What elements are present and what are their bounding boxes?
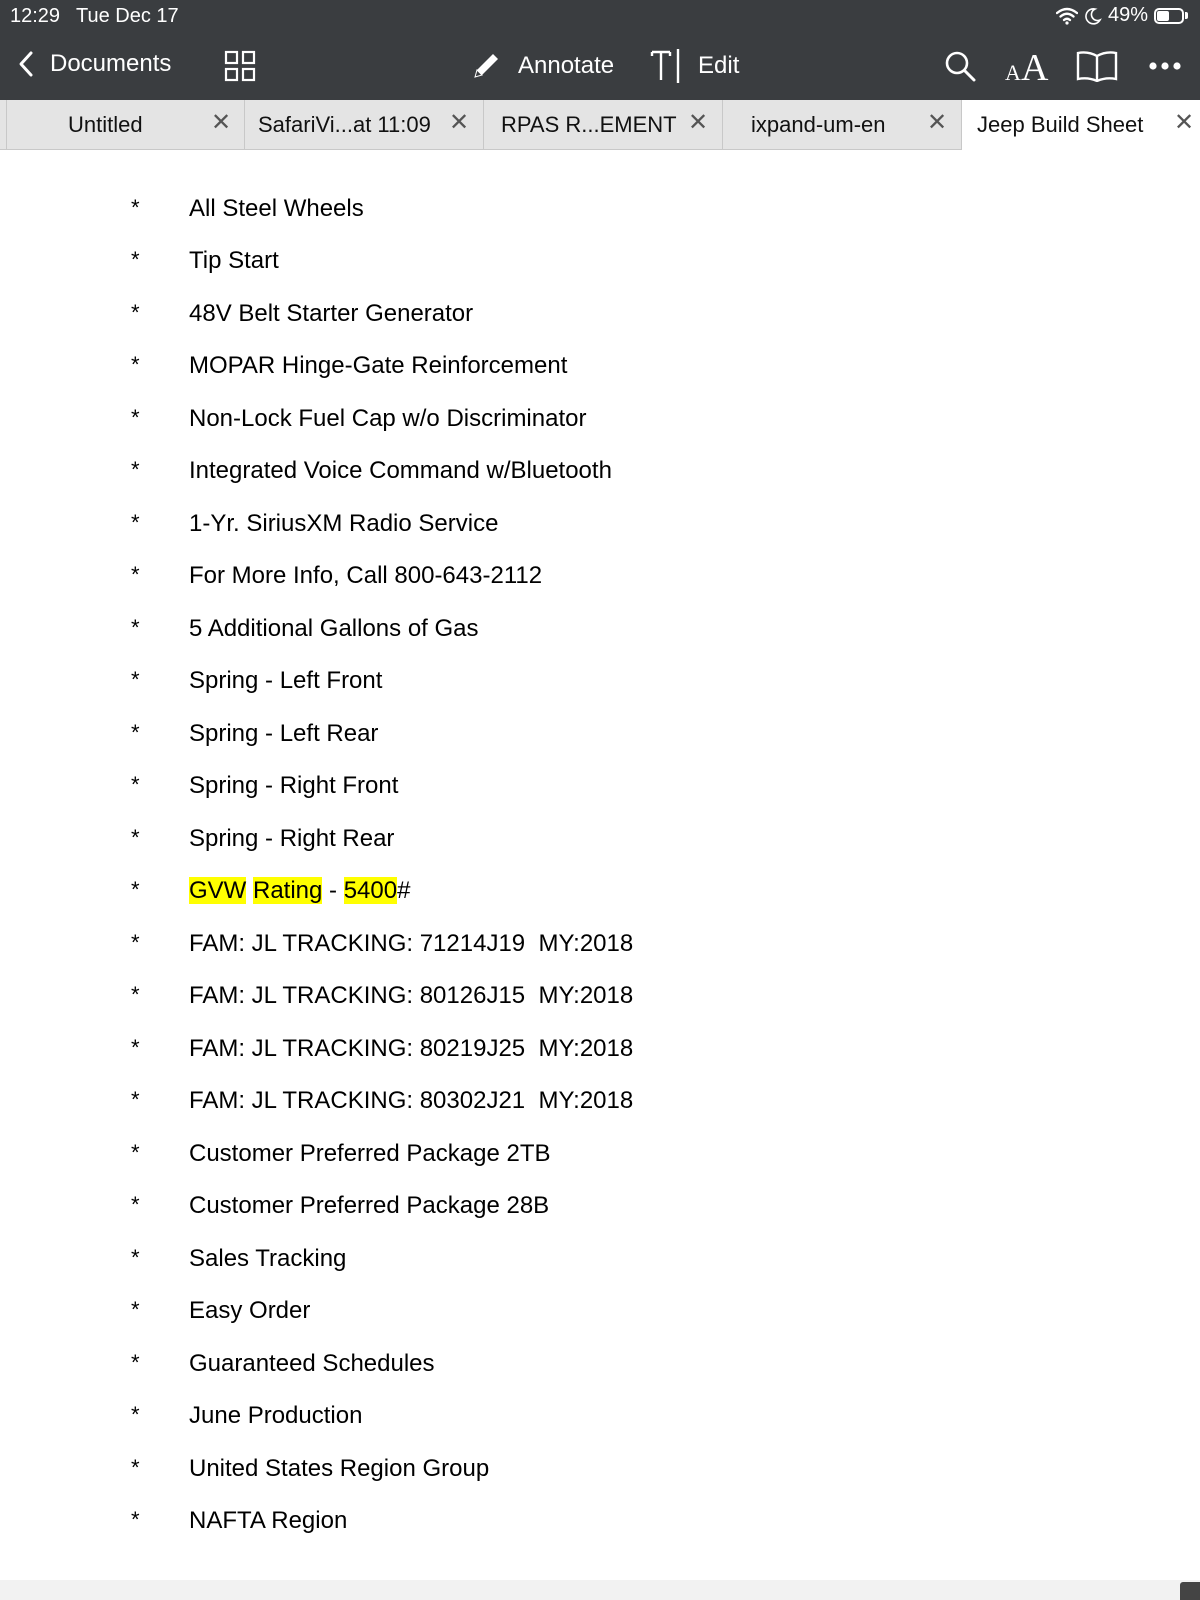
highlight-suffix: # xyxy=(397,877,411,904)
list-item-text: 1-Yr. SiriusXM Radio Service xyxy=(189,510,499,537)
tab-ixpand[interactable] xyxy=(722,100,961,149)
list-item-text: Easy Order xyxy=(189,1297,311,1324)
list-item-text: United States Region Group xyxy=(189,1455,490,1482)
pencil-icon xyxy=(470,50,502,82)
bullet: * xyxy=(131,1087,140,1112)
list-item-text: Spring - Left Front xyxy=(189,667,383,694)
bullet: * xyxy=(131,457,140,482)
search-icon xyxy=(944,50,976,82)
bottom-strip xyxy=(0,1580,1200,1600)
more-button[interactable] xyxy=(1148,60,1182,72)
list-item-text: FAM: JL TRACKING: 80219J25 MY:2018 xyxy=(189,1035,634,1062)
bullet: * xyxy=(131,1402,140,1427)
more-icon xyxy=(1148,60,1182,72)
list-item-text: Spring - Right Front xyxy=(189,772,399,799)
list-item-text: Spring - Right Rear xyxy=(189,825,395,852)
tab-bar xyxy=(0,100,1200,150)
bullet: * xyxy=(131,1455,140,1480)
tab-untitled[interactable] xyxy=(6,100,244,149)
tab-label: ixpand-um-en xyxy=(751,112,886,137)
status-date: Tue Dec 17 xyxy=(76,5,179,27)
battery-percentage: 49% xyxy=(1107,4,1148,26)
bullet: * xyxy=(131,1297,140,1322)
bullet: * xyxy=(131,825,140,850)
list-item-text: FAM: JL TRACKING: 71214J19 MY:2018 xyxy=(189,930,634,957)
highlight-mark: GVW xyxy=(189,877,247,904)
list-item-text: June Production xyxy=(189,1402,363,1429)
list-item-text: Tip Start xyxy=(189,247,279,274)
close-icon[interactable]: ✕ xyxy=(688,109,709,136)
bullet: * xyxy=(131,247,140,272)
grid-icon xyxy=(224,50,256,82)
wifi-icon xyxy=(1056,7,1078,25)
bullet: * xyxy=(131,1507,140,1532)
bullet: * xyxy=(131,667,140,692)
toolbar xyxy=(0,32,1200,100)
text-edit-icon xyxy=(650,48,682,84)
list-item-text: All Steel Wheels xyxy=(189,195,364,222)
highlighted-text xyxy=(189,877,410,905)
close-icon[interactable]: ✕ xyxy=(211,109,232,136)
tab-jeep-build-sheet[interactable] xyxy=(961,100,1200,150)
back-button-label: Documents xyxy=(50,50,172,77)
list-item-text: MOPAR Hinge-Gate Reinforcement xyxy=(189,352,568,379)
highlight-mark: Rating xyxy=(253,877,323,904)
bullet: * xyxy=(131,195,140,220)
status-indicators xyxy=(1056,4,1188,27)
battery-icon xyxy=(1154,8,1184,24)
list-item-text: Spring - Left Rear xyxy=(189,720,379,747)
tab-label: RPAS R...EMENT xyxy=(501,112,677,137)
text-size-button[interactable] xyxy=(1004,46,1052,86)
chevron-left-icon xyxy=(16,50,36,78)
close-icon[interactable]: ✕ xyxy=(449,109,470,136)
list-item-text: FAM: JL TRACKING: 80302J21 MY:2018 xyxy=(189,1087,634,1114)
bullet: * xyxy=(131,1140,140,1165)
bullet: * xyxy=(131,1035,140,1060)
close-icon[interactable]: ✕ xyxy=(927,109,948,136)
highlight-separator: - xyxy=(322,877,344,904)
bullet: * xyxy=(131,562,140,587)
back-button[interactable] xyxy=(16,50,171,78)
bullet: * xyxy=(131,405,140,430)
font-size-icon xyxy=(1004,46,1052,86)
list-item-text: Customer Preferred Package 28B xyxy=(189,1192,550,1219)
svg-text:A: A xyxy=(1021,47,1049,86)
bullet: * xyxy=(131,510,140,535)
bullet: * xyxy=(131,772,140,797)
bullet: * xyxy=(131,877,140,902)
tab-label: Untitled xyxy=(68,112,143,137)
list-item-text: Guaranteed Schedules xyxy=(189,1350,435,1377)
grid-view-button[interactable] xyxy=(224,50,256,82)
svg-text:A: A xyxy=(1005,60,1021,85)
annotate-label: Annotate xyxy=(518,52,615,79)
list-item-text: For More Info, Call 800-643-2112 xyxy=(189,562,543,589)
bullet: * xyxy=(131,352,140,377)
book-icon xyxy=(1076,50,1118,82)
tab-label: Jeep Build Sheet xyxy=(977,112,1144,137)
battery-level-fill xyxy=(1157,11,1169,21)
list-item-text: Non-Lock Fuel Cap w/o Discriminator xyxy=(189,405,587,432)
list-item-text: Customer Preferred Package 2TB xyxy=(189,1140,551,1167)
status-time: 12:29 xyxy=(10,5,61,27)
list-item-text: 48V Belt Starter Generator xyxy=(189,300,474,327)
bullet: * xyxy=(131,720,140,745)
bullet: * xyxy=(131,300,140,325)
annotate-button[interactable] xyxy=(470,50,614,82)
moon-icon xyxy=(1084,7,1102,25)
edit-label: Edit xyxy=(698,52,740,79)
edit-button[interactable] xyxy=(650,48,739,84)
status-bar xyxy=(0,0,1200,32)
bullet: * xyxy=(131,982,140,1007)
reader-view-button[interactable] xyxy=(1076,50,1118,82)
battery-tip xyxy=(1185,12,1188,19)
list-item-text: 5 Additional Gallons of Gas xyxy=(189,615,479,642)
tab-safariview[interactable] xyxy=(244,100,483,149)
bullet: * xyxy=(131,1350,140,1375)
bullet: * xyxy=(131,1192,140,1217)
list-item-text: Sales Tracking xyxy=(189,1245,347,1272)
bullet: * xyxy=(131,615,140,640)
document-view xyxy=(0,150,1200,1580)
bullet: * xyxy=(131,1245,140,1270)
bullet: * xyxy=(131,930,140,955)
tab-label: SafariVi...at 11:09 xyxy=(258,112,431,137)
list-item-text: FAM: JL TRACKING: 80126J15 MY:2018 xyxy=(189,982,634,1009)
tab-rpas[interactable] xyxy=(483,100,722,149)
search-button[interactable] xyxy=(944,50,976,82)
list-item-text: NAFTA Region xyxy=(189,1507,348,1534)
list-item-text: Integrated Voice Command w/Bluetooth xyxy=(189,457,612,484)
scrollbar-thumb[interactable] xyxy=(1180,1582,1200,1600)
highlight-mark: 5400 xyxy=(343,877,398,904)
close-icon[interactable]: ✕ xyxy=(1174,109,1195,136)
